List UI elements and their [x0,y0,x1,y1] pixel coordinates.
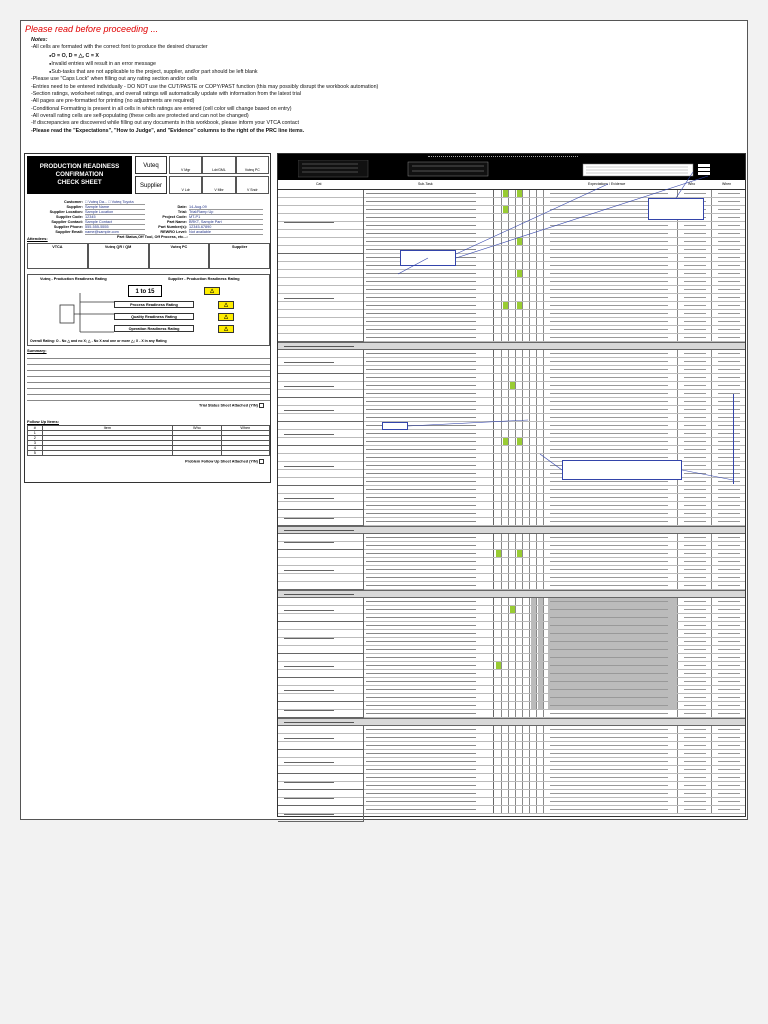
date-field[interactable]: 14-Aug-09 [189,205,263,210]
operation-rating-row: Operation Readiness Rating [114,325,194,332]
note-line: -Section ratings, worksheet ratings, and overall ratings will automatically update with information from the latest trial [31,91,301,98]
attendee-col-vtca[interactable]: VTCA [27,243,88,269]
part-name-field[interactable]: BRKT, Sample Part [189,220,263,225]
sig-cell[interactable]: Vuteq PC [236,156,269,174]
notes-title: Notes: [31,37,48,43]
note-bullet: ● Sub-tasks that are not applicable to the project, supplier, and/or part should be left blank [31,68,731,76]
process-rating-row: Process Readiness Rating [114,301,194,308]
rating-section [27,274,270,346]
signature-row-supplier [169,176,269,194]
vuteq-rating-label: Vuteq - Production Readiness Rating [40,277,107,281]
problem-follow-up-attached: Problem Follow Up Sheet Attached (Y/N) [185,459,264,464]
supplier-location-field[interactable]: Sample Location [85,210,145,215]
rework-level-field[interactable]: Not available [189,230,263,235]
attendee-col-pc[interactable]: Vuteq PC [149,243,210,269]
note-bullet: ● O = O, D = △, C = X [31,52,731,60]
note-line: -All cells are formated with the correct font to produce the desired character [31,44,208,51]
supplier-code-field[interactable]: 12345 [85,215,145,220]
quality-rating-cell: △ [218,313,234,321]
supplier-rating-label: Supplier - Production Readiness Rating [168,277,240,281]
part-status-label: Part Status,Off Tool, Off Process, etc...: [117,235,188,239]
rating-connector [58,291,118,335]
note-line: -Please use "Caps Lock" when filling out any rating section and/or cells [31,76,198,83]
supplier-phone-field[interactable]: 555-555-5555 [85,225,145,230]
part-number-field[interactable]: 12345-67890 [189,225,263,230]
supplier-contact-field[interactable]: Sample Contact [85,220,145,225]
supplier-email-field[interactable]: name@sample.com [85,230,145,235]
table-row[interactable]: 1 [28,431,270,436]
overall-rating-cell: △ [204,287,220,295]
note-line: -If discrepancies are discovered while filling out any documents in this workbook, please inform your VTCA contact [31,120,299,127]
sig-cell[interactable]: V Ldr [169,176,202,194]
notes-block [31,37,731,135]
rating-scale: 1 to 15 [128,285,162,297]
sig-cell[interactable]: V Mbr [202,176,235,194]
signature-row-vuteq [169,156,269,174]
attendee-col-supplier[interactable]: Supplier [209,243,270,269]
quality-rating-row: Quality Readiness Rating [114,313,194,320]
note-line: -All overall rating cells are self-populating (these cells are protected and can not be changed) [31,112,249,119]
attendees-title: Attendees: [27,236,48,241]
follow-up-title: Follow Up Items: [27,419,59,424]
trial-field[interactable]: Trial/Ramp Up [189,210,263,215]
attendee-col-qr[interactable]: Vuteq QR / QM [88,243,149,269]
note-line: -All pages are pre-formatted for printing (no adjustments are required) [31,98,195,105]
sig-cell[interactable]: V Mgr [169,156,202,174]
annotation-arrows [278,154,745,818]
role-vuteq: Vuteq [135,156,167,174]
process-rating-cell: △ [218,301,234,309]
warning-text: Please read before proceeding ... [25,24,159,34]
summary-title: Summary: [27,348,47,353]
sig-cell[interactable]: V Sndr [236,176,269,194]
trial-status-checkbox[interactable] [259,403,264,408]
note-line-bold: -Please read the "Expectations", "How to Judge", and "Evidence" columns to the right of the PRC line items. [31,127,305,134]
supplier-field[interactable]: Sample Name [85,205,145,210]
prc-checklist-panel [277,153,746,817]
role-supplier: Supplier [135,176,167,194]
summary-section [27,348,270,409]
note-bullet: ● Invalid entries will result in an error message [31,60,731,68]
follow-up-table: # Item Who When 1 2 3 4 5 [27,425,270,456]
checksheet-panel: PRODUCTION READINESS CONFIRMATION CHECK SHEET Vuteq Supplier V Mgr Ldr/GML Vuteq PC V Ldr V Mbr V Sndr Customer: □ Vuteq Da... □ Vuteq Toyota Supplier: Sample Name Supplier Location: Sample Location Supplier Code: 12345 Supplier Contact: Sample Contact Supplier Phone: 555-555-5555 Supplier Email: name@sample.com Date: 14-Aug-09 Trial: Trial/Ramp Up Project Code: MT-P1 Part Name: BRKT, Sample Part Part Number(s): 12345-67890 REWRO Level: Not available Part Status,Off Tool, Off Process, etc...: Attendees: VTCA Vuteq QR / QM Vuteq PC Supplier Vuteq - Production Readiness Rating Supplier - Production Readiness Rating 1 to 15 △ Process Readiness Rating Quality Readiness Rating Operation Readiness Rating △ △ △ Overall Rating: O - No △ and no X; △ - No X and one or more △; X - X in any Rating Summary: Trial Status Sheet Attached (Y/N) Follow Up Items: # Item Who When 1 2 3 4 5 Problem Follow Up Sheet Attached (Y/N) [24,153,271,483]
trial-status-attached: Trial Status Sheet Attached (Y/N) [199,403,264,408]
customer-field[interactable]: □ Vuteq Da... □ Vuteq Toyota [85,200,145,205]
project-code-field[interactable]: MT-P1 [189,215,263,220]
table-row[interactable]: 3 [28,441,270,446]
note-line: -Entries need to be entered individually - DO NOT use the CUT/PASTE or COPY/PAST function (this may possibly disrupt the workbook automation) [31,83,379,90]
table-row[interactable]: 4 [28,446,270,451]
table-row[interactable]: 2 [28,436,270,441]
table-row[interactable]: 5 [28,451,270,456]
operation-rating-cell: △ [218,325,234,333]
prc-column-headers: Cat Sub-Task Expectations / Evidence Who When [278,180,745,190]
overall-rating-legend: Overall Rating: O - No △ and no X; △ - No X and one or more △; X - X in any Rating [30,339,167,343]
follow-up-section [27,419,270,466]
checksheet-title: PRODUCTION READINESS CONFIRMATION CHECK SHEET [27,156,132,194]
attendees-section [27,236,270,269]
note-line: -Conditional Formatting is present in all cells in which ratings are entered (cell color will change based on entry) [31,105,292,112]
sig-cell[interactable]: Ldr/GML [202,156,235,174]
worksheet [20,20,748,820]
problem-follow-up-checkbox[interactable] [259,459,264,464]
